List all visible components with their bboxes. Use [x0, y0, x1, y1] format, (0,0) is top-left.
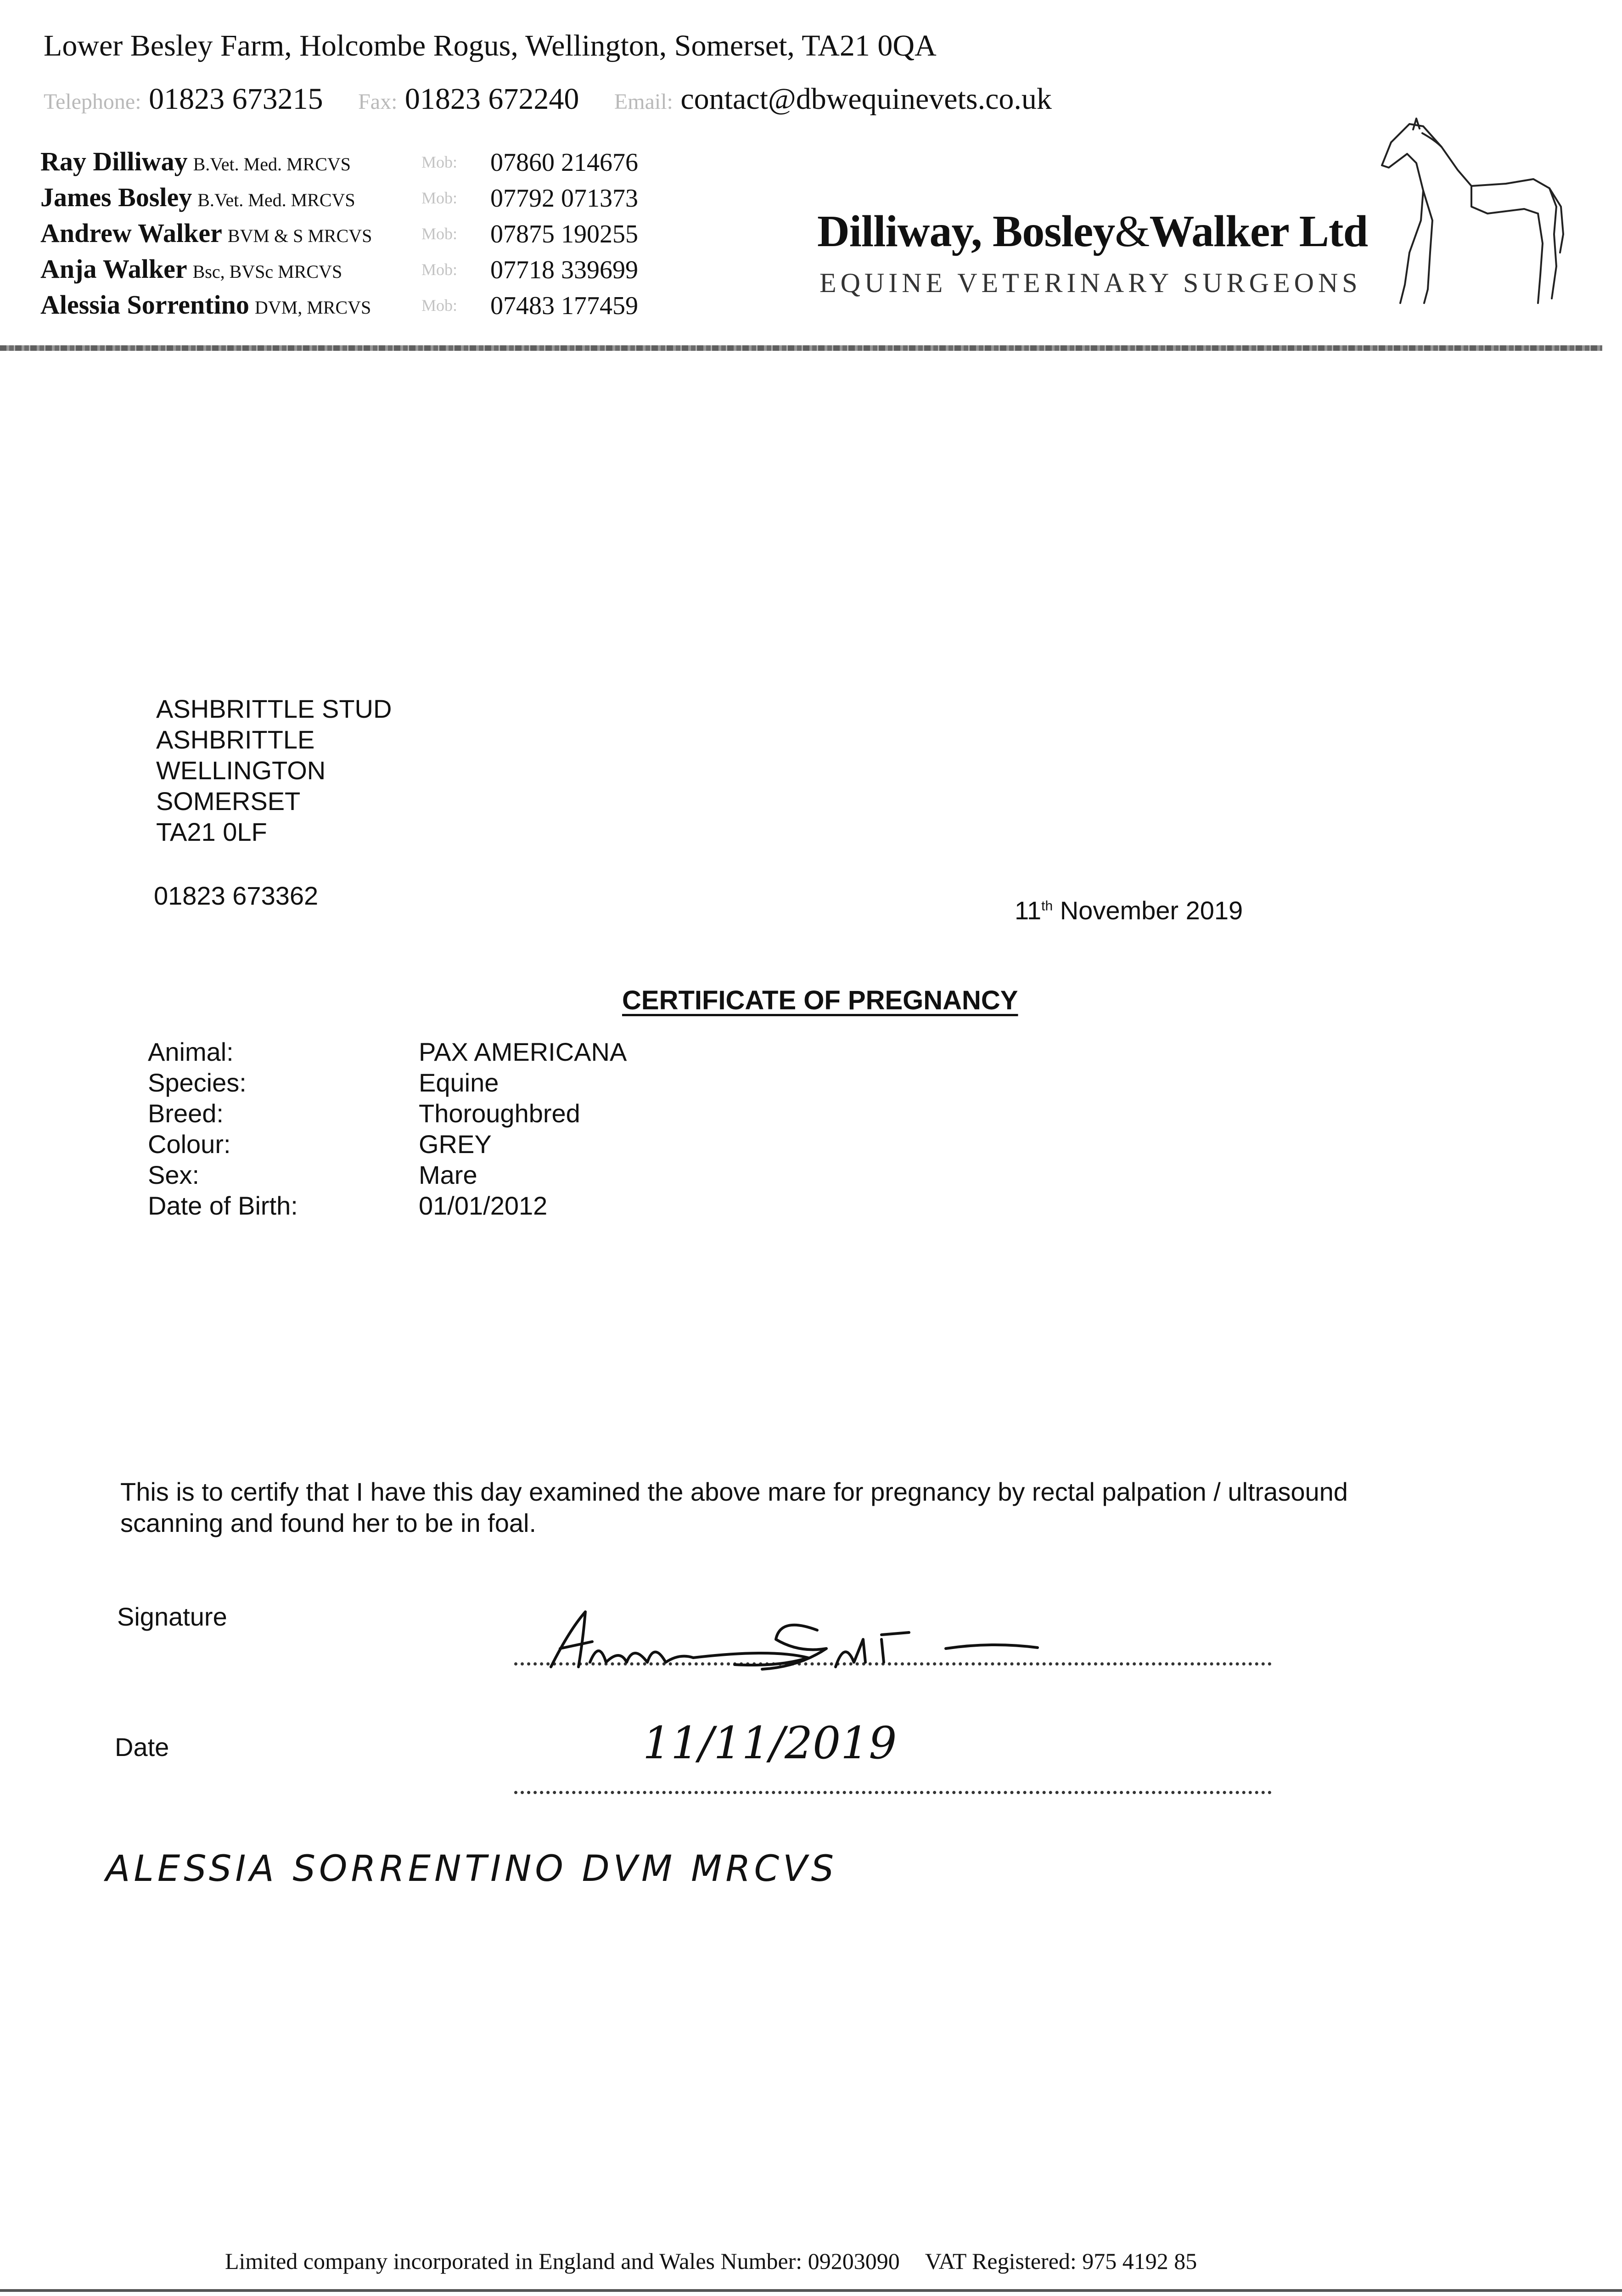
detail-label: Species:	[148, 1068, 247, 1097]
detail-row-sex	[148, 1160, 745, 1191]
vet-qualifications: Bsc, BVSc MRCVS	[192, 261, 342, 282]
header-divider	[0, 345, 1602, 351]
date-label: Date	[115, 1733, 169, 1761]
letter-date: 11th November 2019	[1015, 896, 1243, 925]
vet-name: Anja Walker	[40, 254, 187, 284]
fax-label: Fax:	[358, 90, 398, 114]
detail-label: Colour:	[148, 1130, 231, 1159]
vat-registration: VAT Registered: 975 4192 85	[925, 2248, 1197, 2274]
detail-row-colour	[148, 1129, 745, 1160]
vet-phone: 07483 177459	[490, 292, 638, 320]
recipient-line: SOMERSET	[156, 787, 301, 816]
recipient-address	[156, 693, 392, 847]
vet-phone: 07718 339699	[490, 256, 638, 284]
vet-phone: 07860 214676	[490, 148, 638, 177]
vet-qualifications: B.Vet. Med. MRCVS	[193, 154, 351, 174]
recipient-phone: 01823 673362	[154, 881, 319, 910]
detail-value: Thoroughbred	[419, 1099, 580, 1128]
detail-value: Mare	[419, 1160, 477, 1189]
detail-row-dob	[148, 1191, 745, 1221]
vet-row	[40, 146, 683, 182]
signature-label: Signature	[117, 1602, 227, 1631]
mobile-label: Mob:	[421, 225, 458, 243]
practice-address: Lower Besley Farm, Holcombe Rogus, Wellington, Somerset, TA21 0QA	[44, 29, 937, 62]
horse-icon	[1373, 115, 1566, 312]
footer	[225, 2248, 1197, 2274]
vet-qualifications: B.Vet. Med. MRCVS	[197, 190, 355, 210]
detail-label: Sex:	[148, 1160, 200, 1189]
detail-label: Animal:	[148, 1037, 234, 1066]
detail-row-breed	[148, 1098, 745, 1129]
handwritten-signature	[542, 1598, 1148, 1690]
animal-details	[148, 1037, 745, 1221]
telephone-number: 01823 673215	[149, 82, 323, 116]
vet-phone: 07875 190255	[490, 220, 638, 248]
email-address: contact@dbwequinevets.co.uk	[680, 82, 1052, 116]
certification-statement: This is to certify that I have this day examined the above mare for pregnancy by rectal palpation / ultrasound scanning and found her to be in foal.	[120, 1477, 1348, 1537]
certificate-title: CERTIFICATE OF PREGNANCY	[622, 985, 1018, 1015]
vet-name: James Bosley	[40, 182, 192, 212]
vet-name: Ray Dilliway	[40, 146, 188, 176]
email-label: Email:	[614, 90, 673, 114]
company-name: Dilliway, Bosley&Walker Ltd	[817, 207, 1368, 256]
detail-value: Equine	[419, 1068, 499, 1097]
footer-divider	[0, 2289, 1622, 2292]
detail-row-animal	[148, 1037, 745, 1068]
mobile-label: Mob:	[421, 260, 458, 279]
vet-row	[40, 253, 683, 289]
vet-qualifications: DVM, MRCVS	[254, 297, 371, 318]
mobile-label: Mob:	[421, 296, 458, 315]
vet-row	[40, 289, 683, 325]
detail-label: Breed:	[148, 1099, 224, 1128]
recipient-line: ASHBRITTLE STUD	[156, 694, 392, 723]
detail-value: GREY	[419, 1130, 492, 1159]
telephone-label: Telephone:	[44, 90, 141, 114]
vet-name: Andrew Walker	[40, 218, 222, 248]
date-line	[514, 1791, 1272, 1794]
vet-name: Alessia Sorrentino	[40, 290, 249, 320]
recipient-line: TA21 0LF	[156, 817, 267, 846]
mobile-label: Mob:	[421, 189, 458, 207]
recipient-line: ASHBRITTLE	[156, 725, 315, 754]
detail-value: 01/01/2012	[419, 1191, 548, 1220]
company-tagline: EQUINE VETERINARY SURGEONS	[819, 268, 1362, 298]
detail-value: PAX AMERICANA	[419, 1037, 627, 1066]
vet-row	[40, 218, 683, 253]
recipient-line: WELLINGTON	[156, 756, 326, 785]
fax-number: 01823 672240	[404, 82, 579, 116]
handwritten-name: ALESSIA SORRENTINO DVM MRCVS	[106, 1848, 837, 1890]
handwritten-date: 11/11/2019	[643, 1717, 897, 1769]
vet-row	[40, 182, 683, 218]
company-registration: Limited company incorporated in England and Wales Number: 09203090	[225, 2248, 900, 2274]
vet-phone: 07792 071373	[490, 184, 638, 213]
contact-line	[44, 82, 1052, 117]
detail-row-species	[148, 1068, 745, 1098]
vet-qualifications: BVM & S MRCVS	[227, 225, 372, 246]
mobile-label: Mob:	[421, 153, 458, 171]
vet-list	[40, 146, 683, 325]
detail-label: Date of Birth:	[148, 1191, 298, 1220]
